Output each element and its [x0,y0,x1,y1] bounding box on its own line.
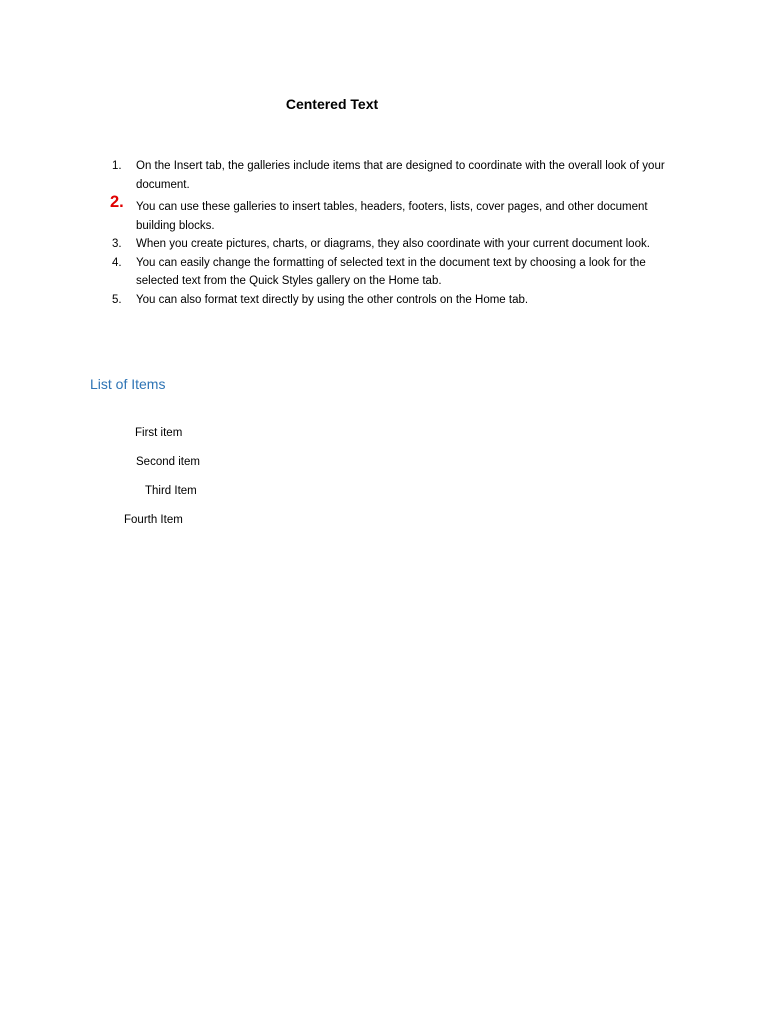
list-item-text: You can also format text directly by using the other controls on the Home tab. [136,293,529,306]
item-second: Second item [136,456,200,468]
list-item-number: 4. [112,256,122,269]
list-item-number: 3. [112,238,122,250]
list-item-text: When you create pictures, charts, or diagrams, they also coordinate with your current document look. [136,238,650,250]
list-item-text: On the Insert tab, the galleries include items that are designed to coordinate with the overall look of your document. [136,160,665,191]
list-item [108,193,678,235]
item-fourth: Fourth Item [124,514,183,526]
list-item [108,157,678,194]
list-item-text: You can easily change the formatting of selected text in the document text by choosing a look for the selected text from the Quick Styles gallery on the Home tab. [136,256,646,287]
list-item-text: You can use these galleries to insert tables, headers, footers, lists, cover pages, and other document building blocks. [136,201,648,232]
list-item [108,235,678,254]
list-item-number-emphasized: 2. [110,193,124,211]
item-first: First item [135,427,183,439]
list-item [108,254,678,291]
list-item [108,291,678,310]
page-title: Centered Text [285,96,379,112]
item-third: Third Item [145,485,197,497]
list-item-number: 1. [112,160,122,172]
list-item-number: 5. [112,293,122,306]
numbered-list [108,157,678,309]
section-heading: List of Items [90,376,166,392]
